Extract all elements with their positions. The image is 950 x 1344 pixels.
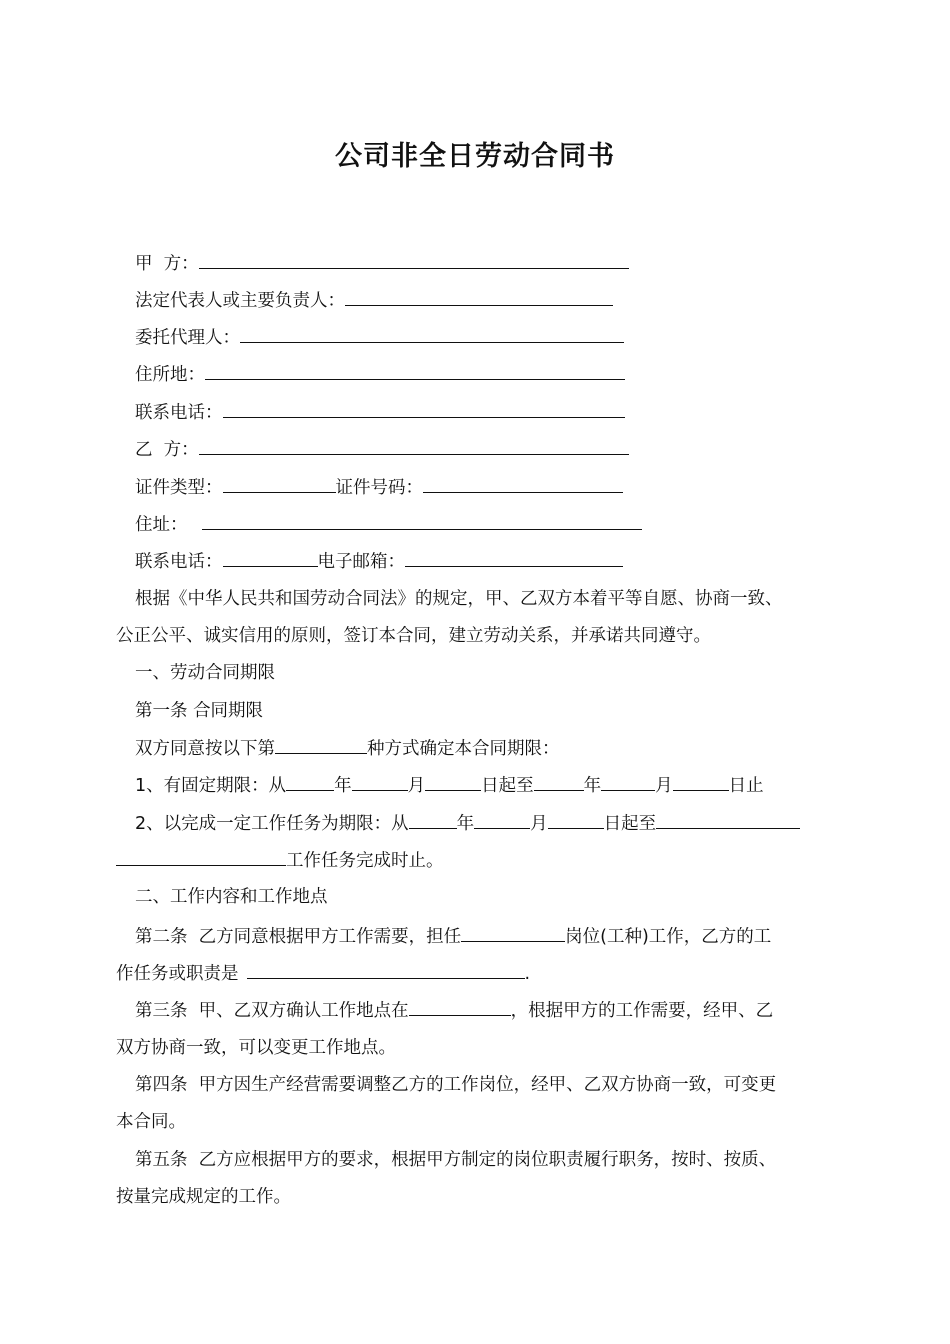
duties-end: . <box>524 964 531 984</box>
task-description-blank <box>116 848 286 866</box>
address-label: 住址： <box>135 515 188 535</box>
article-5-line-1: 第五条 乙方应根据甲方的要求，根据甲方制定的岗位职责履行职务，按时、按质、 <box>135 1150 777 1170</box>
duties-label: 作任务或职责是 <box>116 964 239 984</box>
section-2-heading: 二、工作内容和工作地点 <box>135 887 328 907</box>
residence-line <box>135 362 625 387</box>
article-4-line-2: 本合同。 <box>116 1112 186 1132</box>
email-label: 电子邮箱： <box>317 552 405 572</box>
document-title: 公司非全日劳动合同书 <box>335 141 615 172</box>
party-b-contact-line <box>135 549 623 574</box>
duties-blank <box>247 961 525 979</box>
residence-blank <box>205 362 625 380</box>
fixed-end-day-blank <box>673 773 729 791</box>
id-number-label: 证件号码： <box>335 478 423 498</box>
article-2-prefix: 第二条 乙方同意根据甲方工作需要，担任 <box>135 927 462 947</box>
fixed-start-month-blank <box>352 773 408 791</box>
article-5-line-2: 按量完成规定的工作。 <box>116 1187 291 1207</box>
party-b-line <box>135 437 629 462</box>
fixed-start-day-blank <box>425 773 481 791</box>
task-term-end: 工作任务完成时止。 <box>286 851 444 871</box>
party-b-label: 乙 方： <box>135 440 199 460</box>
address-line <box>135 512 642 537</box>
id-line <box>135 475 623 500</box>
agent-blank <box>240 325 624 343</box>
article-2-suffix: 岗位(工种)工作，乙方的工 <box>565 927 772 947</box>
article-2-line-1 <box>135 924 771 949</box>
year-label: 年 <box>334 776 352 796</box>
article-1-title: 第一条 合同期限 <box>135 701 264 721</box>
term-choice-suffix: 种方式确定本合同期限： <box>367 739 560 759</box>
preamble-line-2: 公正公平、诚实信用的原则，签订本合同，建立劳动关系，并承诺共同遵守。 <box>116 626 711 646</box>
month-label: 月 <box>530 814 548 834</box>
term-choice-blank <box>275 736 367 754</box>
article-3-line-2: 双方协商一致，可以变更工作地点。 <box>116 1038 396 1058</box>
task-term-line <box>135 811 800 836</box>
fixed-end-year-blank <box>534 773 584 791</box>
workplace-blank <box>409 998 511 1016</box>
month-label: 月 <box>407 776 426 796</box>
term-choice-line <box>135 736 560 761</box>
party-b-phone-label: 联系电话： <box>135 552 223 572</box>
task-term-prefix: 2、以完成一定工作任务为期限：从 <box>135 814 409 834</box>
day-to-label: 日止 <box>728 776 764 796</box>
party-a-line <box>135 251 629 276</box>
agent-line <box>135 325 624 350</box>
article-2-line-2 <box>116 961 530 986</box>
position-blank <box>461 924 565 942</box>
section-1-heading: 一、劳动合同期限 <box>135 663 275 683</box>
task-term-line-2 <box>116 848 444 873</box>
legal-rep-blank <box>345 288 613 306</box>
legal-rep-label: 法定代表人或主要负责人： <box>135 291 345 311</box>
fixed-end-month-blank <box>601 773 655 791</box>
month-label: 月 <box>655 776 673 796</box>
id-type-label: 证件类型： <box>135 478 223 498</box>
day-from-label: 日起至 <box>481 776 534 796</box>
party-b-phone-blank <box>223 549 318 567</box>
article-3-suffix: ，根据甲方的工作需要，经甲、乙 <box>510 1001 774 1021</box>
preamble-line-1: 根据《中华人民共和国劳动合同法》的规定，甲、乙双方本着平等自愿、协商一致、 <box>135 589 783 609</box>
party-a-phone-blank <box>223 400 625 418</box>
id-type-blank <box>223 475 336 493</box>
fixed-term-prefix: 1、有固定期限：从 <box>135 776 287 796</box>
legal-rep-line <box>135 288 613 313</box>
fixed-start-year-blank <box>286 773 334 791</box>
term-choice-prefix: 双方同意按以下第 <box>135 739 275 759</box>
email-blank <box>405 549 623 567</box>
task-end-blank <box>656 811 800 829</box>
article-3-line-1 <box>135 998 773 1023</box>
year-label: 年 <box>456 814 475 834</box>
agent-label: 委托代理人： <box>135 328 240 348</box>
address-blank <box>202 512 642 530</box>
party-a-phone-label: 联系电话： <box>135 403 223 423</box>
party-a-blank <box>199 251 629 269</box>
fixed-term-line <box>135 773 764 798</box>
day-from-label: 日起至 <box>603 814 657 834</box>
party-a-phone-line <box>135 400 625 425</box>
party-a-label: 甲 方： <box>135 254 199 274</box>
task-start-day-blank <box>548 811 604 829</box>
id-number-blank <box>423 475 623 493</box>
task-start-year-blank <box>409 811 457 829</box>
residence-label: 住所地： <box>135 365 205 385</box>
article-3-prefix: 第三条 甲、乙双方确认工作地点在 <box>135 1001 409 1021</box>
task-start-month-blank <box>474 811 530 829</box>
year-label: 年 <box>583 776 602 796</box>
article-4-line-1: 第四条 甲方因生产经营需要调整乙方的工作岗位，经甲、乙双方协商一致，可变更 <box>135 1075 777 1095</box>
party-b-blank <box>199 437 629 455</box>
